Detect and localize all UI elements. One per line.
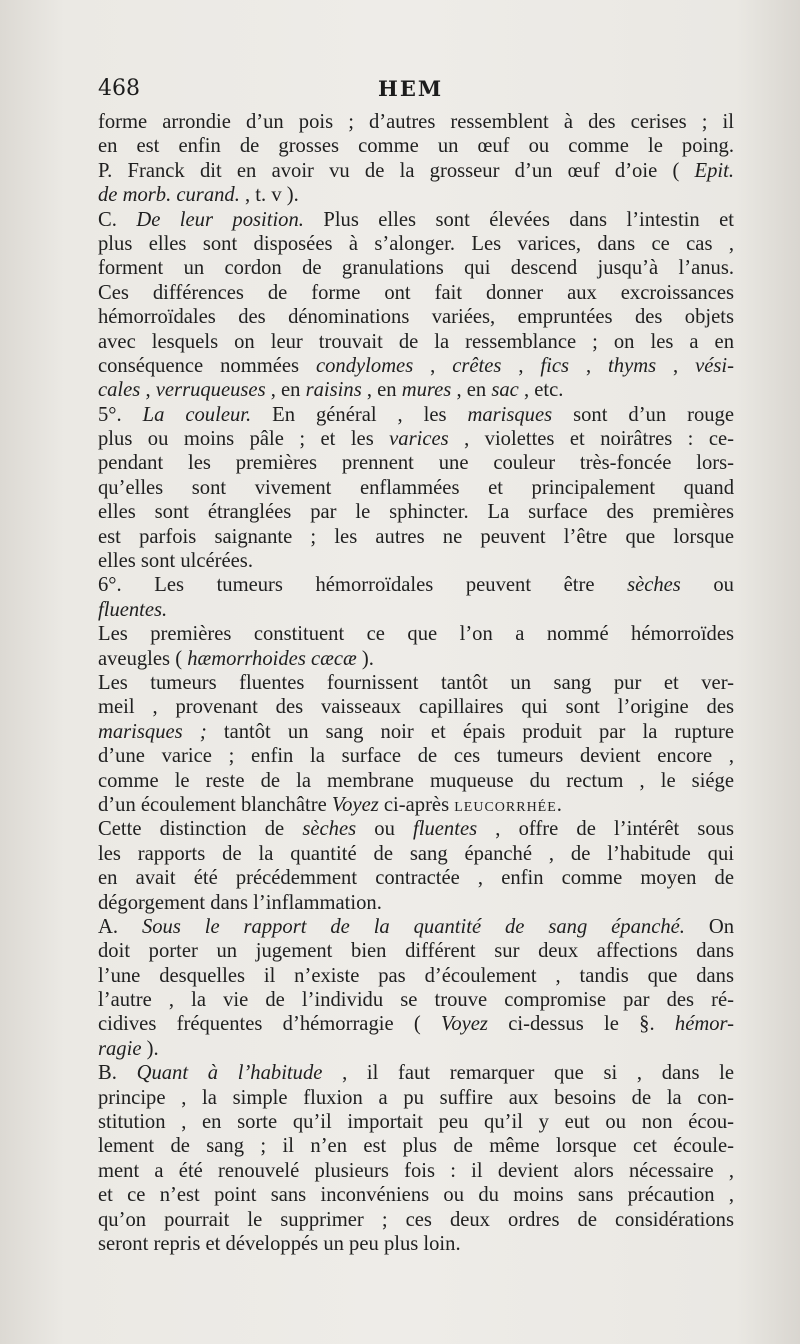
italic-text: varices: [389, 428, 449, 451]
text-line: [98, 793, 734, 817]
text-line: [98, 915, 734, 939]
text-run: P. Franck dit en avoir vu de la grosseur d’un œuf d’oie (: [98, 159, 695, 182]
text-run: qu’on pourrait le supprimer ; ces deux ordres de considérations: [98, 1208, 734, 1231]
text-line: [98, 1037, 734, 1061]
italic-text: Sous le rapport de la quantité de sang épanché.: [141, 915, 685, 938]
text-run: ,: [569, 354, 609, 377]
text-line: [98, 939, 734, 963]
text-line: [98, 1110, 734, 1134]
text-run: En général , les: [251, 403, 468, 426]
text-line: [98, 183, 734, 207]
text-run: A.: [98, 915, 142, 938]
text-run: Ces différences de forme ont fait donner aux excroissances: [98, 281, 734, 304]
text-run: , en: [451, 379, 492, 402]
italic-text: Voyez: [331, 793, 379, 816]
italic-text: de morb. curand.: [98, 184, 240, 207]
page-header: [98, 76, 738, 106]
text-run: forme arrondie d’un pois ; d’autres ressemblent à des cerises ; il: [98, 111, 734, 133]
text-line: [98, 598, 734, 622]
page-number: 468: [98, 76, 140, 101]
text-run: ).: [141, 1037, 159, 1060]
text-line: [98, 842, 734, 866]
text-run: hémorroïdales des dénominations variées, empruntées des objets: [98, 306, 734, 329]
italic-text: hémor-: [674, 1013, 734, 1036]
text-run: lement de sang ; il n’en est plus de même lorsque cet écoule-: [98, 1135, 734, 1158]
text-run: avec lesquels on leur trouvait de la ressemblance ; on les a en: [98, 330, 734, 353]
text-run: elles sont étranglées par le sphincter. La surface des premières: [98, 501, 734, 524]
text-run: cidives fréquentes d’hémorragie (: [98, 1013, 442, 1036]
text-run: elles sont ulcérées.: [98, 550, 253, 573]
italic-text: Voyez: [441, 1013, 488, 1036]
text-run: ,: [140, 379, 156, 402]
text-run: l’une desquelles il n’existe pas d’écoulement , tandis que dans: [98, 964, 734, 987]
text-line: [98, 1232, 734, 1256]
text-run: , violettes et noirâtres : ce-: [448, 428, 734, 451]
text-line: [98, 671, 734, 695]
text-run: pendant les premières prennent une couleur très-foncée lors-: [98, 452, 734, 475]
text-run: et ce n’est point sans inconvéniens ou du moins sans précaution ,: [98, 1184, 734, 1207]
text-run: conséquence nommées: [98, 354, 316, 377]
text-line: [98, 476, 734, 500]
text-run: comme le reste de la membrane muqueuse du rectum , le siége: [98, 769, 734, 792]
text-run: forment un cordon de granulations qui descend jusqu’à l’anus.: [98, 257, 734, 280]
text-line: [98, 354, 734, 378]
text-run: Les premières constituent ce que l’on a nommé hémorroïdes: [98, 623, 734, 646]
italic-text: raisins: [305, 379, 362, 402]
text-line: [98, 378, 734, 402]
text-run: ,: [656, 354, 696, 377]
text-line: [98, 964, 734, 988]
text-run: stitution , en sorte qu’il importait peu qu’il y eut ou non écou-: [98, 1111, 734, 1134]
text-line: [98, 281, 734, 305]
text-run: Plus elles sont élevées dans l’intestin et: [303, 208, 734, 231]
text-line: [98, 1208, 734, 1232]
text-line: [98, 622, 734, 646]
italic-text: Epit.: [694, 159, 734, 182]
italic-text: fics: [540, 354, 570, 377]
text-run: l’autre , la vie de l’individu se trouve compromise par des ré-: [98, 989, 734, 1012]
text-run: .: [556, 793, 562, 816]
text-run: qu’elles sont vivement enflammées et principalement quand: [98, 476, 734, 499]
text-line: [98, 134, 734, 158]
italic-text: cales: [98, 379, 141, 402]
text-run: , il faut remarquer que si , dans le: [322, 1062, 734, 1085]
text-run: ment a été renouvelé plusieurs fois : il devient alors nécessaire ,: [98, 1159, 734, 1182]
text-line: [98, 573, 734, 597]
text-run: doit porter un jugement bien différent sur deux affections dans: [98, 940, 734, 963]
text-line: [98, 817, 734, 841]
text-line: [98, 695, 734, 719]
text-run: d’une varice ; enfin la surface de ces tumeurs devient encore ,: [98, 745, 734, 768]
text-run: C.: [98, 208, 137, 231]
text-line: [98, 330, 734, 354]
text-line: [98, 891, 734, 915]
text-run: B.: [98, 1062, 137, 1085]
text-run: sont d’un rouge: [552, 403, 734, 426]
text-run: , offre de l’intérêt sous: [477, 818, 734, 841]
text-run: tantôt un sang noir et épais produit par la rupture: [206, 720, 734, 743]
italic-text: condylomes: [316, 354, 414, 377]
text-run: ,: [501, 354, 541, 377]
text-run: principe , la simple fluxion a pu suffire aux besoins de la con-: [98, 1086, 734, 1109]
running-head: HEM: [378, 76, 444, 101]
italic-text: vési-: [695, 354, 734, 377]
text-run: ou: [356, 818, 414, 841]
text-line: [98, 305, 734, 329]
text-run: en avait été précédemment contractée , enfin comme moyen de: [98, 867, 734, 890]
text-run: 6°. Les tumeurs hémorroïdales peuvent être: [98, 574, 628, 597]
italic-text: verruqueuses: [155, 379, 266, 402]
text-run: plus elles sont disposées à s’alonger. Les varices, dans ce cas ,: [98, 232, 734, 255]
text-line: [98, 988, 734, 1012]
italic-text: fluentes.: [98, 598, 168, 621]
text-line: [98, 403, 734, 427]
text-run: les rapports de la quantité de sang épanché , de l’habitude qui: [98, 842, 734, 865]
text-line: [98, 1183, 734, 1207]
text-line: [98, 500, 734, 524]
text-run: Cette distinction de: [98, 818, 303, 841]
italic-text: mures: [401, 379, 452, 402]
text-run: en est enfin de grosses comme un œuf ou comme le poing.: [98, 135, 734, 158]
text-line: [98, 110, 734, 134]
text-run: , etc.: [518, 379, 564, 402]
italic-text: marisques ;: [98, 720, 207, 743]
text-line: [98, 427, 734, 451]
text-run: aveugles (: [98, 647, 188, 670]
italic-text: fluentes: [413, 818, 478, 841]
text-run: Les tumeurs fluentes fournissent tantôt un sang pur et ver-: [98, 671, 734, 694]
italic-text: hæmorrhoides cæcæ: [187, 647, 357, 670]
text-run: , t. v ).: [239, 184, 299, 207]
text-line: [98, 1134, 734, 1158]
text-line: [98, 1061, 734, 1085]
text-line: [98, 769, 734, 793]
text-line: [98, 451, 734, 475]
text-line: [98, 744, 734, 768]
small-caps-text: leucorrhée: [454, 793, 557, 816]
text-line: [98, 232, 734, 256]
italic-text: ragie: [98, 1037, 142, 1060]
italic-text: La couleur.: [142, 403, 252, 426]
italic-text: sac: [491, 379, 519, 402]
text-run: meil , provenant des vaisseaux capillaires qui sont l’origine des: [98, 696, 734, 719]
italic-text: thyms: [608, 354, 657, 377]
text-run: plus ou moins pâle ; et les: [98, 428, 390, 451]
text-run: est parfois saignante ; les autres ne peuvent l’être que lorsque: [98, 525, 734, 548]
text-line: [98, 647, 734, 671]
text-run: ).: [356, 647, 374, 670]
text-line: [98, 720, 734, 744]
text-line: [98, 1012, 734, 1036]
text-line: [98, 549, 734, 573]
italic-text: De leur position.: [136, 208, 304, 231]
italic-text: Quant à l’habitude: [136, 1062, 323, 1085]
text-line: [98, 256, 734, 280]
italic-text: sèches: [302, 818, 357, 841]
text-line: [98, 525, 734, 549]
body-text: [98, 110, 734, 1256]
text-line: [98, 159, 734, 183]
italic-text: crêtes: [452, 354, 502, 377]
text-line: [98, 866, 734, 890]
text-line: [98, 208, 734, 232]
text-run: , en: [265, 379, 306, 402]
text-run: ,: [413, 354, 453, 377]
text-line: [98, 1086, 734, 1110]
text-run: , en: [361, 379, 402, 402]
text-run: dégorgement dans l’inflammation.: [98, 891, 382, 914]
text-run: 5°.: [98, 403, 143, 426]
text-run: ci-dessus le §.: [487, 1013, 675, 1036]
text-run: ou: [680, 574, 734, 597]
text-run: On: [684, 915, 734, 938]
italic-text: marisques: [467, 403, 553, 426]
text-run: seront repris et développés un peu plus loin.: [98, 1232, 461, 1255]
text-run: ci-après: [378, 793, 455, 816]
text-line: [98, 1159, 734, 1183]
text-run: d’un écoulement blanchâtre: [98, 793, 332, 816]
italic-text: sèches: [627, 574, 681, 597]
